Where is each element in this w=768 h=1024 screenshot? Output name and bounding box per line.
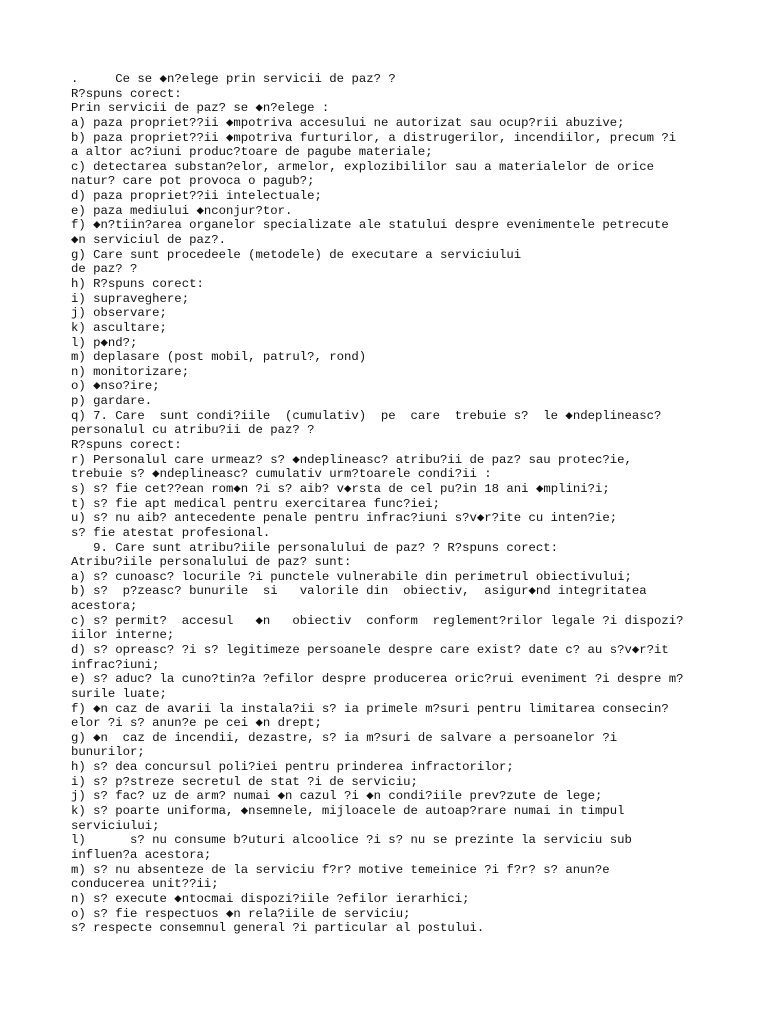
text-line: Atribu?iile personalului de paz? sunt: xyxy=(71,555,352,570)
text-line: e) s? aduc? la cuno?tin?a ?efilor despre producerea oric?rui eveniment ?i despre m? xyxy=(71,672,684,687)
text-line: q) 7. Care sunt condi?iile (cumulativ) pe care trebuie s? le ◆ndeplineasc? xyxy=(71,408,662,423)
text-line: c) detectarea substan?elor, armelor, explozibililor sau a materialelor de orice xyxy=(71,159,654,174)
text-line: m) s? nu absenteze de la serviciu f?r? motive temeinice ?i f?r? s? anun?e xyxy=(71,862,610,877)
text-line: de paz? ? xyxy=(71,262,138,277)
text-line: trebuie s? ◆ndeplineasc? cumulativ urm?toarele condi?ii : xyxy=(71,467,492,482)
text-line: R?spuns corect: xyxy=(71,86,182,101)
text-line: iilor interne; xyxy=(71,628,175,643)
text-line: f) ◆n?tiin?area organelor specializate ale statului despre evenimentele petrecute xyxy=(71,218,669,233)
text-line: b) s? p?zeasc? bunurile si valorile din obiectiv, asigur◆nd integritatea xyxy=(71,584,647,599)
text-line: R?spuns corect: xyxy=(71,438,182,453)
text-line: f) ◆n caz de avarii la instala?ii s? ia primele m?suri pentru limitarea consecin? xyxy=(71,701,669,716)
text-line: e) paza mediului ◆nconjur?tor. xyxy=(71,203,293,218)
text-line: a) s? cunoasc? locurile ?i punctele vulnerabile din perimetrul obiectivului; xyxy=(71,569,632,584)
document-text xyxy=(71,72,761,936)
text-line: . Ce se ◆n?elege prin servicii de paz? ? xyxy=(71,72,396,86)
text-line: i) supraveghere; xyxy=(71,291,190,306)
text-line: n) monitorizare; xyxy=(71,364,190,379)
text-line: elor ?i s? anun?e pe cei ◆n drept; xyxy=(71,716,322,731)
text-line: p) gardare. xyxy=(71,394,153,409)
text-line: u) s? nu aib? antecedente penale pentru infrac?iuni s?v◆r?ite cu inten?ie; xyxy=(71,511,618,526)
text-line: r) Personalul care urmeaz? s? ◆ndeplineasc? atribu?ii de paz? sau protec?ie, xyxy=(71,452,632,467)
text-line: serviciului; xyxy=(71,818,160,833)
text-line: s? respecte consemnul general ?i particular al postului. xyxy=(71,921,485,936)
text-line: surile luate; xyxy=(71,686,167,701)
text-line: s? fie atestat profesional. xyxy=(71,525,271,540)
text-line: t) s? fie apt medical pentru exercitarea func?iei; xyxy=(71,496,440,511)
text-line: 9. Care sunt atribu?iile personalului de paz? ? R?spuns corect: xyxy=(71,540,559,555)
text-line: conducerea unit??ii; xyxy=(71,877,219,892)
text-line: l) p◆nd?; xyxy=(71,335,138,350)
text-line: Prin servicii de paz? se ◆n?elege : xyxy=(71,101,330,116)
text-line: ◆n serviciul de paz?. xyxy=(71,233,226,248)
text-line: k) s? poarte uniforma, ◆nsemnele, mijloacele de autoap?rare numai in timpul xyxy=(71,804,625,819)
text-line: k) ascultare; xyxy=(71,320,167,335)
text-line: personalul cu atribu?ii de paz? ? xyxy=(71,423,315,438)
text-line: natur? care pot provoca o pagub?; xyxy=(71,174,315,189)
text-line: s) s? fie cet??ean rom◆n ?i s? aib? v◆rsta de cel pu?in 18 ani ◆mplini?i; xyxy=(71,481,610,496)
text-line: d) s? opreasc? ?i s? legitimeze persoanele despre care exist? date c? au s?v◆r?it xyxy=(71,642,669,657)
text-line: j) observare; xyxy=(71,306,167,321)
text-line: influen?a acestora; xyxy=(71,847,212,862)
text-line: i) s? p?streze secretul de stat ?i de serviciu; xyxy=(71,774,418,789)
text-line: l) s? nu consume b?uturi alcoolice ?i s? nu se prezinte la serviciu sub xyxy=(71,833,632,848)
text-line: o) s? fie respectuos ◆n rela?iile de serviciu; xyxy=(71,906,411,921)
text-line: a altor ac?iuni produc?toare de pagube materiale; xyxy=(71,145,433,160)
text-line: a) paza propriet??ii ◆mpotriva accesului ne autorizat sau ocup?rii abuzive; xyxy=(71,115,625,130)
text-line: j) s? fac? uz de arm? numai ◆n cazul ?i ◆n condi?iile prev?zute de lege; xyxy=(71,789,603,804)
text-line: c) s? permit? accesul ◆n obiectiv conform reglement?rilor legale ?i dispozi? xyxy=(71,613,684,628)
text-line: infrac?iuni; xyxy=(71,657,160,672)
text-line: bunurilor; xyxy=(71,745,145,760)
text-line: h) R?spuns corect: xyxy=(71,276,204,291)
text-line: d) paza propriet??ii intelectuale; xyxy=(71,189,322,204)
text-line: b) paza propriet??ii ◆mpotriva furturilor, a distrugerilor, incendiilor, precum ?i xyxy=(71,130,677,145)
text-line: o) ◆nso?ire; xyxy=(71,379,160,394)
text-line: m) deplasare (post mobil, patrul?, rond) xyxy=(71,350,367,365)
text-line: n) s? execute ◆ntocmai dispozi?iile ?efilor ierarhici; xyxy=(71,891,470,906)
text-line: h) s? dea concursul poli?iei pentru prinderea infractorilor; xyxy=(71,760,514,775)
text-line: g) Care sunt procedeele (metodele) de executare a serviciului xyxy=(71,247,522,262)
text-line: g) ◆n caz de incendii, dezastre, s? ia m?suri de salvare a persoanelor ?i xyxy=(71,730,618,745)
text-line: acestora; xyxy=(71,599,138,614)
